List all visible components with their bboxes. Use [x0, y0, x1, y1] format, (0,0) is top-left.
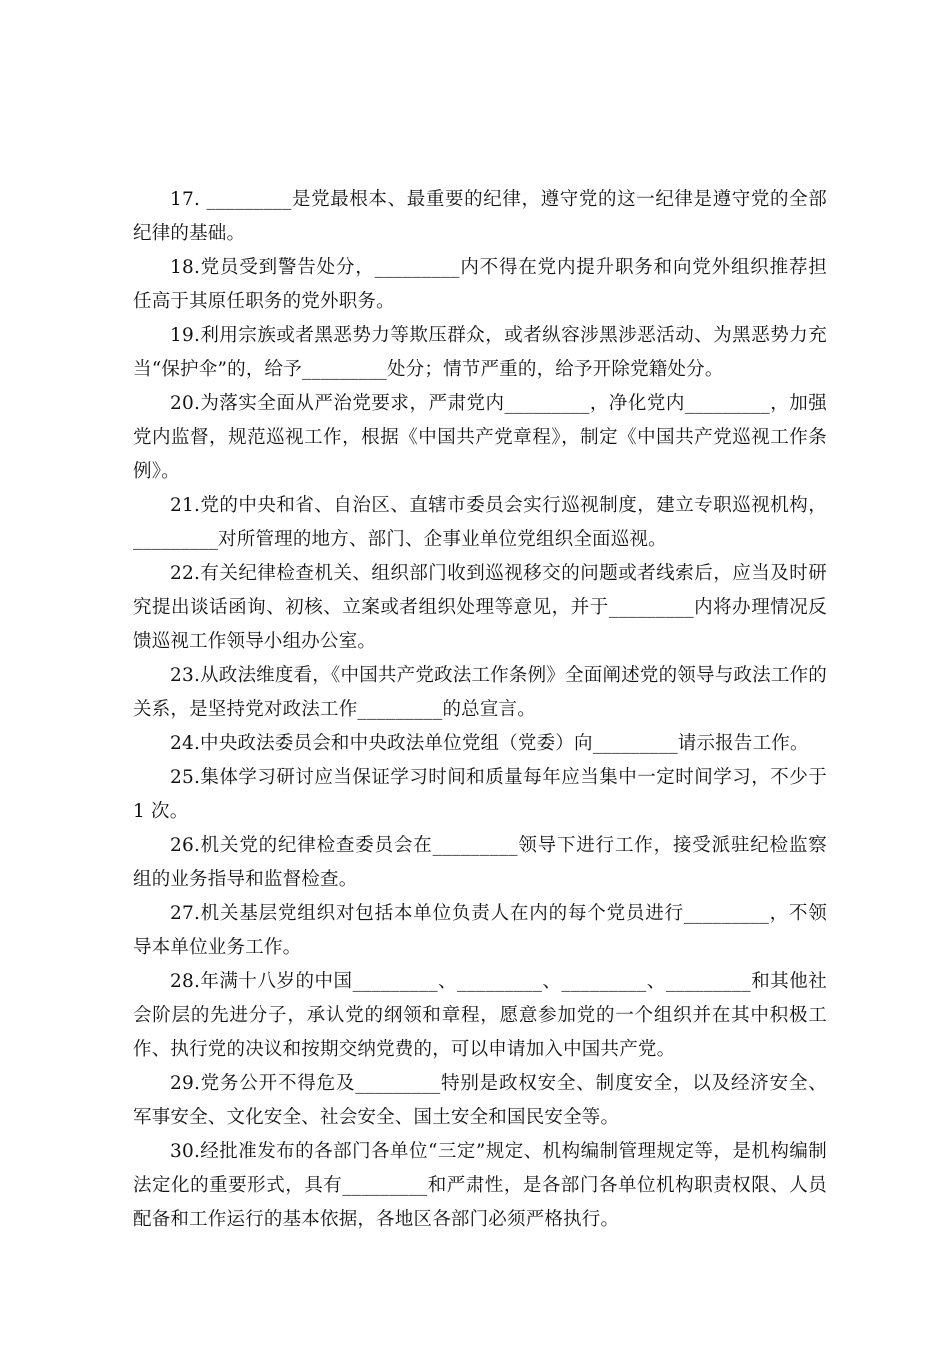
question-text: 28.年满十八岁的中国_________、_________、_________、_________和其他社会阶层的先进分子，承认党的纲领和章程，愿意参加党的一个组织并在其中积极工作、执行党的决议和按期交纳党费的，可以申请加入中国共产党。 — [133, 971, 827, 1060]
question-18 — [133, 251, 827, 319]
question-text: 19.利用宗族或者黑恶势力等欺压群众，或者纵容涉黑涉恶活动、为黑恶势力充当“保护伞”的，给予_________处分；情节严重的，给予开除党籍处分。 — [133, 325, 827, 380]
document-body — [133, 183, 827, 1237]
question-23 — [133, 659, 827, 727]
question-text: 27.机关基层党组织对包括本单位负责人在内的每个党员进行_________，不领导本单位业务工作。 — [133, 903, 827, 958]
question-text: 30.经批准发布的各部门各单位“三定”规定、机构编制管理规定等，是机构编制法定化的重要形式，具有_________和严肃性，是各部门各单位机构职责权限、人员配备和工作运行的基本依据，各地区各部门必须严格执行。 — [133, 1141, 827, 1230]
question-29 — [133, 1067, 827, 1135]
question-text: 23.从政法维度看，《中国共产党政法工作条例》全面阐述党的领导与政法工作的关系，是坚持党对政法工作_________的总宣言。 — [133, 665, 827, 720]
question-26 — [133, 829, 827, 897]
question-text: 25.集体学习研讨应当保证学习时间和质量每年应当集中一定时间学习，不少于 1 次。 — [133, 767, 827, 822]
question-27 — [133, 897, 827, 965]
question-25 — [133, 761, 827, 829]
question-21 — [133, 489, 827, 557]
question-text: 20.为落实全面从严治党要求，严肃党内_________，净化党内_________，加强党内监督，规范巡视工作，根据《中国共产党章程》，制定《中国共产党巡视工作条例》。 — [133, 393, 827, 482]
question-17 — [133, 183, 827, 251]
question-text: 17. _________是党最根本、最重要的纪律，遵守党的这一纪律是遵守党的全部纪律的基础。 — [133, 189, 827, 244]
question-text: 22.有关纪律检查机关、组织部门收到巡视移交的问题或者线索后，应当及时研究提出谈话函询、初核、立案或者组织处理等意见，并于_________内将办理情况反馈巡视工作领导小组办公室。 — [133, 563, 827, 652]
question-text: 26.机关党的纪律检查委员会在_________领导下进行工作，接受派驻纪检监察组的业务指导和监督检查。 — [133, 835, 827, 890]
question-text: 18.党员受到警告处分，_________内不得在党内提升职务和向党外组织推荐担任高于其原任职务的党外职务。 — [133, 257, 827, 312]
question-22 — [133, 557, 827, 659]
question-text: 21.党的中央和省、自治区、直辖市委员会实行巡视制度，建立专职巡视机构，_________对所管理的地方、部门、企事业单位党组织全面巡视。 — [133, 495, 827, 550]
question-28 — [133, 965, 827, 1067]
question-19 — [133, 319, 827, 387]
question-text: 29.党务公开不得危及_________特别是政权安全、制度安全，以及经济安全、军事安全、文化安全、社会安全、国土安全和国民安全等。 — [133, 1073, 827, 1128]
question-24 — [133, 727, 827, 761]
question-20 — [133, 387, 827, 489]
question-30 — [133, 1135, 827, 1237]
question-text: 24.中央政法委员会和中央政法单位党组（党委）向_________请示报告工作。 — [170, 733, 809, 754]
